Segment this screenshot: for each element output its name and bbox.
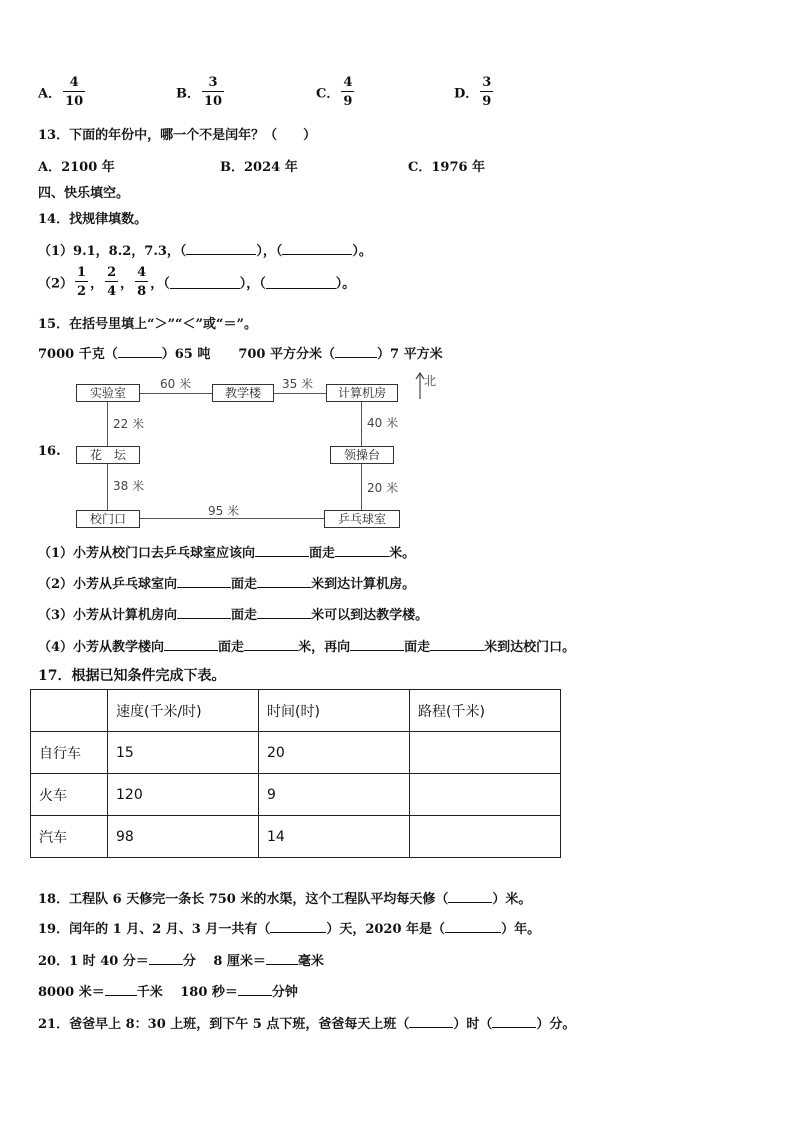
north-label: 北 [424, 374, 437, 388]
answer-blank[interactable] [409, 1015, 453, 1028]
q20-line1: 20．1 时 40 分＝ 分 8 厘米＝ 毫米 [38, 954, 324, 969]
table-cell: 火车 [31, 774, 108, 816]
q20-line2: 8000 米＝ 千米 180 秒＝ 分钟 [38, 985, 298, 1000]
road-lab-teach [138, 393, 212, 394]
road-teach-computer [272, 393, 326, 394]
answer-blank[interactable] [177, 606, 231, 619]
answer-blank[interactable] [266, 276, 336, 289]
distance-label: 60 米 [160, 377, 192, 391]
section-heading: 四、快乐填空。 [38, 186, 130, 201]
table-cell: 20 [259, 732, 410, 774]
place-pingpong-room: 乒乓球室 [324, 510, 400, 528]
answer-cell[interactable] [410, 732, 561, 774]
place-flower-bed: 花 坛 [76, 446, 140, 464]
fraction: $\frac{1}{2}$ [77, 265, 87, 299]
road-computer-stage [361, 402, 362, 446]
answer-blank[interactable] [257, 606, 311, 619]
answer-cell[interactable] [410, 774, 561, 816]
road-garden-gate [107, 463, 108, 510]
fraction: $\frac{3}{9}$ [482, 75, 492, 109]
q14-part1: （1）9.1，8.2，7.3，（ ），（ ）。 [38, 244, 372, 259]
q16-sub4: （4）小芳从教学楼向 面走 米，再向 面走 米到达校门口。 [38, 640, 576, 655]
q12-options [0, 76, 794, 116]
answer-blank[interactable] [244, 638, 298, 651]
fraction: $\frac{3}{10}$ [204, 75, 223, 109]
q14-title: 14．找规律填数。 [38, 212, 148, 227]
q18: 18．工程队 6 天修完一条长 750 米的水渠，这个工程队平均每天修（ ）米。 [38, 892, 532, 907]
road-stage-pingpong [361, 463, 362, 510]
table-cell: 98 [108, 816, 259, 858]
q19: 19．闰年的 1 月、2 月、3 月一共有（ ）天，2020 年是（ ）年。 [38, 922, 541, 937]
answer-blank[interactable] [282, 242, 352, 255]
table-cell: 汽车 [31, 816, 108, 858]
q15-title: 15．在括号里填上“＞”“＜”或“＝”。 [38, 317, 257, 332]
fraction: $\frac{2}{4}$ [107, 265, 117, 299]
q12-option-c: C． $\frac{4}{9}$ [316, 75, 353, 109]
distance-label: 22 米 [113, 417, 145, 431]
table-cell: 14 [259, 816, 410, 858]
answer-blank[interactable] [149, 952, 183, 965]
speed-table [30, 689, 561, 858]
answer-blank[interactable] [266, 952, 298, 965]
answer-blank[interactable] [492, 1015, 536, 1028]
q15-row: 7000 千克（ ）65 吨 700 平方分米（ ）7 平方米 [38, 347, 443, 362]
table-header-row [31, 690, 561, 732]
table-header-cell [31, 690, 108, 732]
table-header-cell: 路程(千米) [410, 690, 561, 732]
place-school-gate: 校门口 [76, 510, 140, 528]
place-computer-room: 计算机房 [326, 384, 398, 402]
distance-label: 38 米 [113, 479, 145, 493]
q12-option-b: B． $\frac{3}{10}$ [176, 75, 223, 109]
distance-label: 40 米 [367, 416, 399, 430]
answer-blank[interactable] [255, 544, 309, 557]
answer-blank[interactable] [186, 242, 256, 255]
answer-cell[interactable] [410, 816, 561, 858]
answer-blank[interactable] [270, 920, 326, 933]
fraction: $\frac{4}{8}$ [137, 265, 147, 299]
q16-sub3: （3）小芳从计算机房向 面走 米可以到达教学楼。 [38, 608, 429, 623]
answer-blank[interactable] [448, 890, 492, 903]
answer-blank[interactable] [170, 276, 240, 289]
q16-label: 16. [38, 444, 61, 459]
answer-blank[interactable] [350, 638, 404, 651]
answer-blank[interactable] [177, 575, 231, 588]
q16-sub1: （1）小芳从校门口去乒乓球室应该向 面走 米。 [38, 546, 416, 561]
q13-option-c: C．1976 年 [408, 160, 486, 175]
place-teaching-building: 教学楼 [212, 384, 274, 402]
distance-label: 20 米 [367, 481, 399, 495]
answer-blank[interactable] [164, 638, 218, 651]
table-row [31, 732, 561, 774]
q17-title: 17．根据已知条件完成下表。 [38, 668, 226, 684]
q12-option-d: D． $\frac{3}{9}$ [454, 75, 492, 109]
q21: 21．爸爸早上 8：30 上班，到下午 5 点下班，爸爸每天上班（ ）时（ ）分。 [38, 1017, 576, 1032]
q13-option-a: A．2100 年 [38, 160, 115, 175]
table-cell: 9 [259, 774, 410, 816]
q16-sub2: （2）小芳从乒乓球室向 面走 米到达计算机房。 [38, 577, 416, 592]
q13-option-b: B．2024 年 [220, 160, 298, 175]
distance-label: 95 米 [208, 504, 240, 518]
answer-blank[interactable] [238, 983, 272, 996]
place-lab: 实验室 [76, 384, 140, 402]
table-row [31, 774, 561, 816]
table-row [31, 816, 561, 858]
q13-text: 13．下面的年份中，哪一个不是闰年？（ ） [38, 128, 317, 143]
road-lab-garden [107, 402, 108, 446]
answer-blank[interactable] [105, 983, 137, 996]
table-cell: 15 [108, 732, 259, 774]
distance-label: 35 米 [282, 377, 314, 391]
table-cell: 自行车 [31, 732, 108, 774]
table-header-cell: 速度(千米/时) [108, 690, 259, 732]
answer-blank[interactable] [335, 345, 377, 358]
answer-blank[interactable] [430, 638, 484, 651]
table-cell: 120 [108, 774, 259, 816]
answer-blank[interactable] [445, 920, 501, 933]
table-header-cell: 时间(时) [259, 690, 410, 732]
q12-option-a: A． $\frac{4}{10}$ [38, 75, 84, 109]
fraction: $\frac{4}{10}$ [65, 75, 84, 109]
place-stage: 领操台 [330, 446, 394, 464]
answer-blank[interactable] [118, 345, 162, 358]
answer-blank[interactable] [257, 575, 311, 588]
fraction: $\frac{4}{9}$ [343, 75, 353, 109]
q14-part2: （2） $\frac{1}{2}$ ， $\frac{2}{4}$ ， $\frac{4}{8}$ ，（ ），（ ）。 [38, 265, 356, 299]
answer-blank[interactable] [335, 544, 389, 557]
